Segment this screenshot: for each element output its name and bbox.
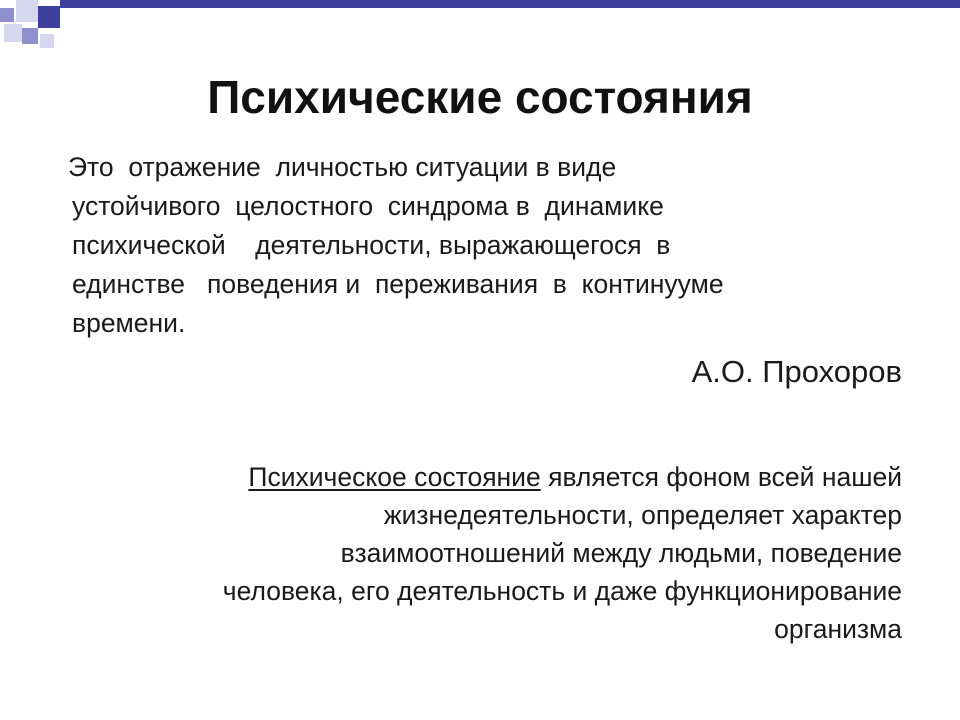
definition-paragraph [68, 148, 908, 343]
definition-line: устойчивого целостного синдрома в динамике [72, 191, 664, 221]
statement-paragraph [62, 458, 902, 648]
statement-line: организма [774, 614, 902, 644]
statement-line: жизнедеятельности, определяет характер [383, 500, 902, 530]
statement-line: взаимоотношений между людьми, поведение [340, 538, 902, 568]
definition-line: времени. [72, 308, 186, 338]
statement-line [62, 458, 902, 496]
statement-text: является фоном всей нашей [540, 462, 902, 492]
header-square-light [16, 0, 38, 22]
underlined-term: Психическое состояние [248, 462, 541, 492]
quote-author: А.О. Прохоров [691, 354, 902, 389]
statement-line: человека, его деятельность и даже функционирование [222, 576, 902, 606]
definition-line: единстве поведения и переживания в континууме [72, 269, 724, 299]
header-stripe [60, 0, 960, 8]
slide-title: Психические состояния [207, 71, 753, 123]
header-square-mid [0, 8, 14, 22]
header-square-dark [38, 6, 60, 28]
definition-line: психической деятельности, выражающегося в [72, 230, 671, 260]
corner-decoration [0, 0, 960, 60]
definition-line: Это отражение личностью ситуации в виде [68, 152, 617, 182]
header-square-light [40, 34, 54, 48]
header-square-mid [22, 28, 38, 44]
header-square-light [4, 24, 22, 42]
